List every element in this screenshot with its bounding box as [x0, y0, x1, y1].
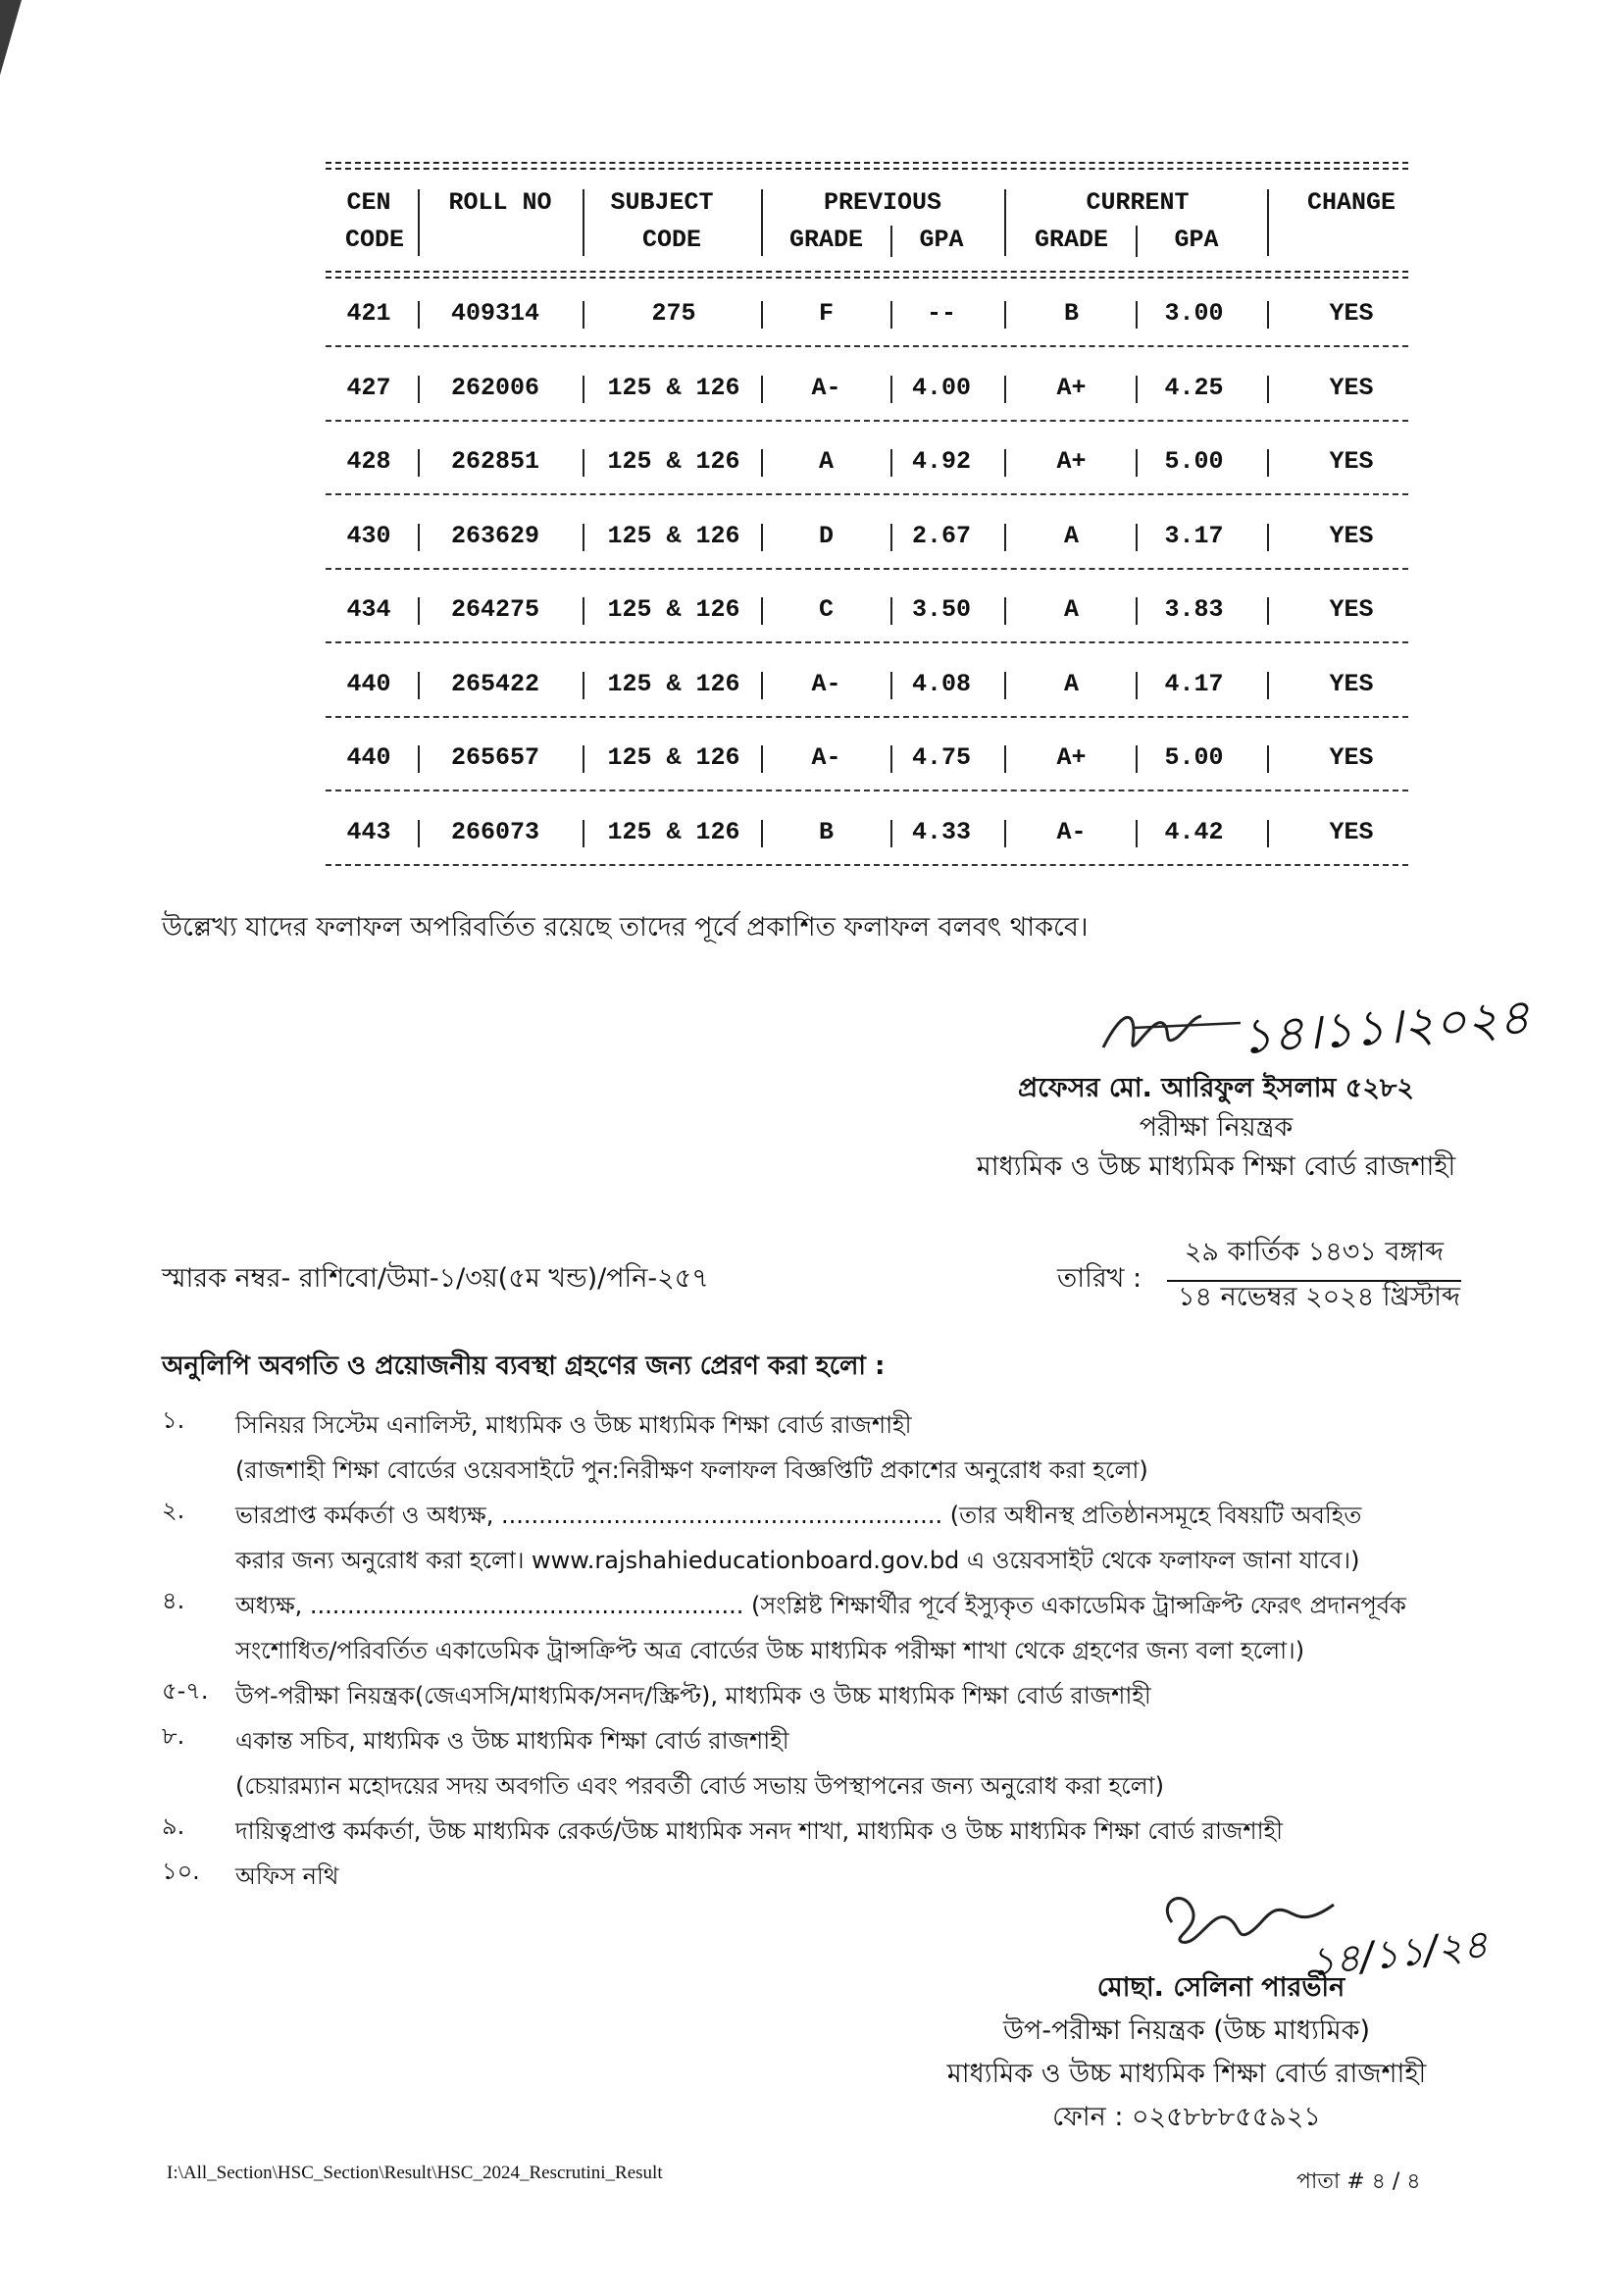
- cell-prev-gpa: 4.92: [911, 447, 971, 476]
- cell-subject-code: 125 & 126: [607, 817, 740, 846]
- cell-subject-code: 125 & 126: [607, 447, 740, 476]
- cell-prev-gpa: 3.50: [911, 595, 971, 624]
- cell-roll-no: 263629: [450, 521, 539, 550]
- header-cur-grade: GRADE: [1034, 226, 1108, 254]
- copy-item-subtext: (চেয়ারম্যান মহোদয়ের সদয় অবগতি এবং পরবর্তী বোর্ড সভায় উপস্থাপনের জন্য অনুরোধ করা হলো): [235, 1772, 1164, 1800]
- column-divider: [890, 745, 892, 773]
- column-divider: [1267, 449, 1269, 477]
- copy-item-text: ভারপ্রাপ্ত কর্মকর্তা ও অধ্যক্ষ, ........................................................... (তার অধীনস্থ প্রতিষ্ঠানসমূহে বিষয়টি অবহিত: [235, 1502, 1362, 1529]
- column-divider: [1267, 672, 1269, 699]
- column-divider: [1136, 597, 1138, 625]
- copy-item-text: অফিস নথি: [235, 1862, 339, 1890]
- date-label: তারিখ :: [1057, 1263, 1142, 1294]
- table-header-rule: [326, 271, 1408, 279]
- cell-roll-no: 264275: [450, 595, 539, 624]
- column-divider: [1136, 449, 1138, 477]
- column-divider: [1004, 376, 1006, 403]
- row-separator: [326, 345, 1408, 347]
- copy-item-number: ৮.: [162, 1722, 185, 1750]
- column-divider: [761, 376, 763, 403]
- cell-cur-grade: A: [1063, 595, 1079, 624]
- header-current: CURRENT: [1086, 188, 1190, 217]
- header-cen: CEN: [346, 188, 391, 217]
- signer-2-phone: ফোন : ০২৫৮৮৮৫৫৯২১: [1052, 2102, 1321, 2132]
- cell-prev-grade: D: [818, 521, 834, 550]
- cell-roll-no: 262851: [450, 447, 539, 476]
- column-divider: [761, 524, 763, 551]
- signer-1-org: মাধ্যমিক ও উচ্চ মাধ্যমিক শিক্ষা বোর্ড রাজশাহী: [976, 1151, 1456, 1182]
- header-divider: [761, 189, 763, 256]
- column-divider: [1267, 820, 1269, 847]
- column-divider: [583, 820, 584, 847]
- cell-cur-gpa: 3.83: [1164, 595, 1224, 624]
- cell-prev-grade: A-: [811, 743, 841, 772]
- cell-cur-gpa: 4.25: [1164, 373, 1224, 402]
- column-divider: [583, 524, 584, 551]
- column-divider: [418, 820, 420, 847]
- copy-list-item: [162, 1673, 1476, 1718]
- row-separator: [326, 493, 1408, 495]
- copy-list-item: [162, 1493, 1476, 1583]
- scan-corner-artifact: [0, 0, 22, 147]
- copy-item-number: ১০.: [162, 1858, 200, 1885]
- cell-subject-code: 125 & 126: [607, 743, 740, 772]
- row-separator: [326, 716, 1408, 718]
- cell-cur-gpa: 4.42: [1164, 817, 1224, 846]
- column-divider: [890, 376, 892, 403]
- signer-1-title: পরীক্ষা নিয়ন্ত্রক: [1139, 1112, 1294, 1143]
- cell-cen: 440: [346, 669, 391, 698]
- copy-item-text: অধ্যক্ষ, .......................................................... (সংশ্লিষ্ট শিক্ষার্থীর পূর্বে ইস্যুকৃত একাডেমিক ট্রান্সক্রিপ্ট ফেরৎ প্রদানপূর্বক: [235, 1592, 1406, 1619]
- cell-change: YES: [1329, 669, 1374, 698]
- column-divider: [890, 820, 892, 847]
- copy-list-item: [162, 1402, 1476, 1493]
- cell-prev-grade: F: [818, 299, 834, 328]
- column-divider: [418, 301, 420, 329]
- cell-prev-gpa: 4.00: [911, 373, 971, 402]
- copy-item-number: ২.: [162, 1497, 185, 1524]
- cell-cur-grade: A+: [1056, 373, 1087, 402]
- header-divider: [1004, 189, 1006, 256]
- cell-change: YES: [1329, 521, 1374, 550]
- cell-subject-code: 125 & 126: [607, 373, 740, 402]
- header-roll-no: ROLL NO: [448, 188, 552, 217]
- cell-prev-grade: B: [818, 817, 834, 846]
- signature-block-2: [883, 1966, 1491, 2139]
- column-divider: [890, 449, 892, 477]
- signer-2-org: মাধ্যমিক ও উচ্চ মাধ্যমিক শিক্ষা বোর্ড রাজশাহী: [946, 2059, 1427, 2089]
- cell-roll-no: 266073: [450, 817, 539, 846]
- column-divider: [1136, 376, 1138, 403]
- signature-2-date: ১৪/১১/২৪: [1306, 1921, 1491, 1986]
- cell-subject-code: 125 & 126: [607, 521, 740, 550]
- cell-roll-no: 265422: [450, 669, 539, 698]
- header-divider: [890, 226, 892, 257]
- header-prev-grade: GRADE: [788, 226, 863, 254]
- column-divider: [1267, 745, 1269, 773]
- copy-item-number: ৪.: [162, 1587, 185, 1614]
- row-separator: [326, 864, 1408, 866]
- copy-heading: অনুলিপি অবগতি ও প্রয়োজনীয় ব্যবস্থা গ্রহণের জন্য প্রেরণ করা হলো :: [162, 1351, 886, 1381]
- signer-1-name: প্রফেসর মো. আরিফুল ইসলাম ৫২৮২: [1018, 1073, 1414, 1103]
- column-divider: [418, 597, 420, 625]
- column-divider: [583, 301, 584, 329]
- column-divider: [418, 524, 420, 551]
- copy-list: [162, 1402, 1476, 1899]
- column-divider: [583, 449, 584, 477]
- header-change: CHANGE: [1306, 188, 1396, 217]
- header-divider: [583, 189, 584, 256]
- copy-item-number: ১.: [162, 1406, 185, 1434]
- cell-prev-grade: A-: [811, 669, 841, 698]
- header-previous: PREVIOUS: [823, 188, 942, 217]
- column-divider: [583, 672, 584, 699]
- copy-item-subtext: (রাজশাহী শিক্ষা বোর্ডের ওয়েবসাইটে পুন:নিরীক্ষণ ফলাফল বিজ্ঞপ্তিটি প্রকাশের অনুরোধ করা হলো): [235, 1456, 1148, 1484]
- header-divider: [1136, 226, 1138, 257]
- column-divider: [418, 376, 420, 403]
- column-divider: [761, 449, 763, 477]
- row-separator: [326, 790, 1408, 791]
- header-subject: SUBJECT: [610, 188, 714, 217]
- signer-2-name: মোছা. সেলিনা পারভীন: [1096, 1972, 1345, 2003]
- memo-number: স্মারক নম্বর- রাশিবো/উমা-১/৩য়(৫ম খন্ড)/পনি-২৫৭: [162, 1263, 709, 1294]
- cell-prev-gpa: --: [926, 299, 956, 328]
- column-divider: [761, 745, 763, 773]
- column-divider: [583, 745, 584, 773]
- column-divider: [1004, 301, 1006, 329]
- cell-cen: 440: [346, 743, 391, 772]
- copy-list-item: [162, 1718, 1476, 1809]
- cell-change: YES: [1329, 743, 1374, 772]
- column-divider: [761, 597, 763, 625]
- cell-cen: 421: [346, 299, 391, 328]
- cell-cen: 427: [346, 373, 391, 402]
- footer-page-number: পাতা # ৪ / ৪: [1296, 2169, 1421, 2194]
- date-bangla: ২৯ কার্তিক ১৪৩১ বঙ্গাব্দ: [1167, 1232, 1461, 1282]
- cell-change: YES: [1329, 373, 1374, 402]
- copy-item-subtext: করার জন্য অনুরোধ করা হলো। www.rajshahieducationboard.gov.bd এ ওয়েবসাইট থেকে ফলাফল জানা যাবে।): [235, 1547, 1360, 1574]
- header-divider: [1267, 189, 1269, 256]
- cell-subject-code: 275: [651, 299, 696, 328]
- column-divider: [1267, 301, 1269, 329]
- column-divider: [761, 820, 763, 847]
- column-divider: [1004, 672, 1006, 699]
- copy-list-item: [162, 1583, 1476, 1673]
- cell-change: YES: [1329, 595, 1374, 624]
- column-divider: [890, 597, 892, 625]
- column-divider: [583, 597, 584, 625]
- column-divider: [1267, 597, 1269, 625]
- column-divider: [1004, 597, 1006, 625]
- cell-prev-grade: C: [818, 595, 834, 624]
- copy-item-subtext: সংশোধিত/পরিবর্তিত একাডেমিক ট্রান্সক্রিপ্ট অত্র বোর্ডের উচ্চ মাধ্যমিক পরীক্ষা শাখা থেকে গ্রহণের জন্য বলা হলো।): [235, 1637, 1305, 1664]
- unchanged-results-note: উল্লেখ্য যাদের ফলাফল অপরিবর্তিত রয়েছে তাদের পূর্বে প্রকাশিত ফলাফল বলবৎ থাকবে।: [162, 912, 1089, 943]
- cell-prev-gpa: 2.67: [911, 521, 971, 550]
- row-separator: [326, 641, 1408, 643]
- column-divider: [1004, 524, 1006, 551]
- column-divider: [1267, 524, 1269, 551]
- column-divider: [890, 524, 892, 551]
- cell-cur-grade: B: [1063, 299, 1079, 328]
- column-divider: [418, 672, 420, 699]
- cell-cur-gpa: 3.17: [1164, 521, 1224, 550]
- cell-prev-gpa: 4.75: [911, 743, 971, 772]
- copy-item-text: উপ-পরীক্ষা নিয়ন্ত্রক(জেএসসি/মাধ্যমিক/সনদ/স্ক্রিপ্ট), মাধ্যমিক ও উচ্চ মাধ্যমিক শিক্ষা বোর্ড রাজশাহী: [235, 1682, 1151, 1709]
- header-prev-gpa: GPA: [919, 226, 964, 254]
- cell-roll-no: 265657: [450, 743, 539, 772]
- copy-item-text: একান্ত সচিব, মাধ্যমিক ও উচ্চ মাধ্যমিক শিক্ষা বোর্ড রাজশাহী: [235, 1727, 789, 1755]
- cell-cur-grade: A: [1063, 669, 1079, 698]
- column-divider: [1136, 672, 1138, 699]
- header-cur-gpa: GPA: [1174, 226, 1219, 254]
- cell-prev-gpa: 4.08: [911, 669, 971, 698]
- cell-cen: 430: [346, 521, 391, 550]
- copy-item-number: ৯.: [162, 1812, 185, 1840]
- column-divider: [1136, 745, 1138, 773]
- column-divider: [1136, 301, 1138, 329]
- cell-roll-no: 262006: [450, 373, 539, 402]
- column-divider: [418, 449, 420, 477]
- cell-prev-grade: A-: [811, 373, 841, 402]
- column-divider: [761, 301, 763, 329]
- column-divider: [1136, 524, 1138, 551]
- row-separator: [326, 420, 1408, 422]
- header-divider: [418, 189, 420, 256]
- column-divider: [418, 745, 420, 773]
- cell-cur-gpa: 3.00: [1164, 299, 1224, 328]
- column-divider: [1004, 449, 1006, 477]
- copy-item-text: সিনিয়র সিস্টেম এনালিস্ট, মাধ্যমিক ও উচ্চ মাধ্যমিক শিক্ষা বোর্ড রাজশাহী: [235, 1411, 912, 1439]
- cell-cur-grade: A+: [1056, 447, 1087, 476]
- cell-cur-grade: A+: [1056, 743, 1087, 772]
- cell-change: YES: [1329, 299, 1374, 328]
- column-divider: [761, 672, 763, 699]
- column-divider: [1136, 820, 1138, 847]
- column-divider: [1004, 820, 1006, 847]
- cell-cur-gpa: 5.00: [1164, 447, 1224, 476]
- cell-cen: 428: [346, 447, 391, 476]
- column-divider: [1267, 376, 1269, 403]
- header-subject-code: CODE: [641, 226, 701, 254]
- header-cen-code: CODE: [344, 226, 404, 254]
- cell-subject-code: 125 & 126: [607, 669, 740, 698]
- cell-subject-code: 125 & 126: [607, 595, 740, 624]
- cell-cen: 434: [346, 595, 391, 624]
- cell-change: YES: [1329, 817, 1374, 846]
- column-divider: [1004, 745, 1006, 773]
- cell-cur-gpa: 5.00: [1164, 743, 1224, 772]
- cell-cur-grade: A: [1063, 521, 1079, 550]
- signer-2-title: উপ-পরীক্ষা নিয়ন্ত্রক (উচ্চ মাধ্যমিক): [1003, 2015, 1370, 2046]
- copy-item-text: দায়িত্বপ্রাপ্ত কর্মকর্তা, উচ্চ মাধ্যমিক রেকর্ড/উচ্চ মাধ্যমিক সনদ শাখা, মাধ্যমিক ও উচ্চ মাধ্যমিক শিক্ষা বোর্ড রাজশাহী: [235, 1817, 1284, 1845]
- column-divider: [890, 672, 892, 699]
- cell-prev-grade: A: [818, 447, 834, 476]
- column-divider: [890, 301, 892, 329]
- date-english: ১৪ নভেম্বর ২০২৪ খ্রিস্টাব্দ: [1178, 1282, 1460, 1312]
- row-separator: [326, 568, 1408, 570]
- cell-cur-grade: A-: [1056, 817, 1087, 846]
- copy-list-item: [162, 1809, 1476, 1854]
- signature-block-1: [971, 1069, 1461, 1187]
- copy-item-number: ৫-৭.: [162, 1677, 209, 1705]
- table-top-rule: [326, 162, 1408, 170]
- cell-cur-gpa: 4.17: [1164, 669, 1224, 698]
- cell-change: YES: [1329, 447, 1374, 476]
- signature-1-date: ১৪।১১।২০২৪: [1239, 988, 1532, 1066]
- cell-prev-gpa: 4.33: [911, 817, 971, 846]
- column-divider: [583, 376, 584, 403]
- footer-file-path: I:\All_Section\HSC_Section\Result\HSC_2024_Rescrutini_Result: [167, 2163, 663, 2183]
- cell-roll-no: 409314: [450, 299, 539, 328]
- cell-cen: 443: [346, 817, 391, 846]
